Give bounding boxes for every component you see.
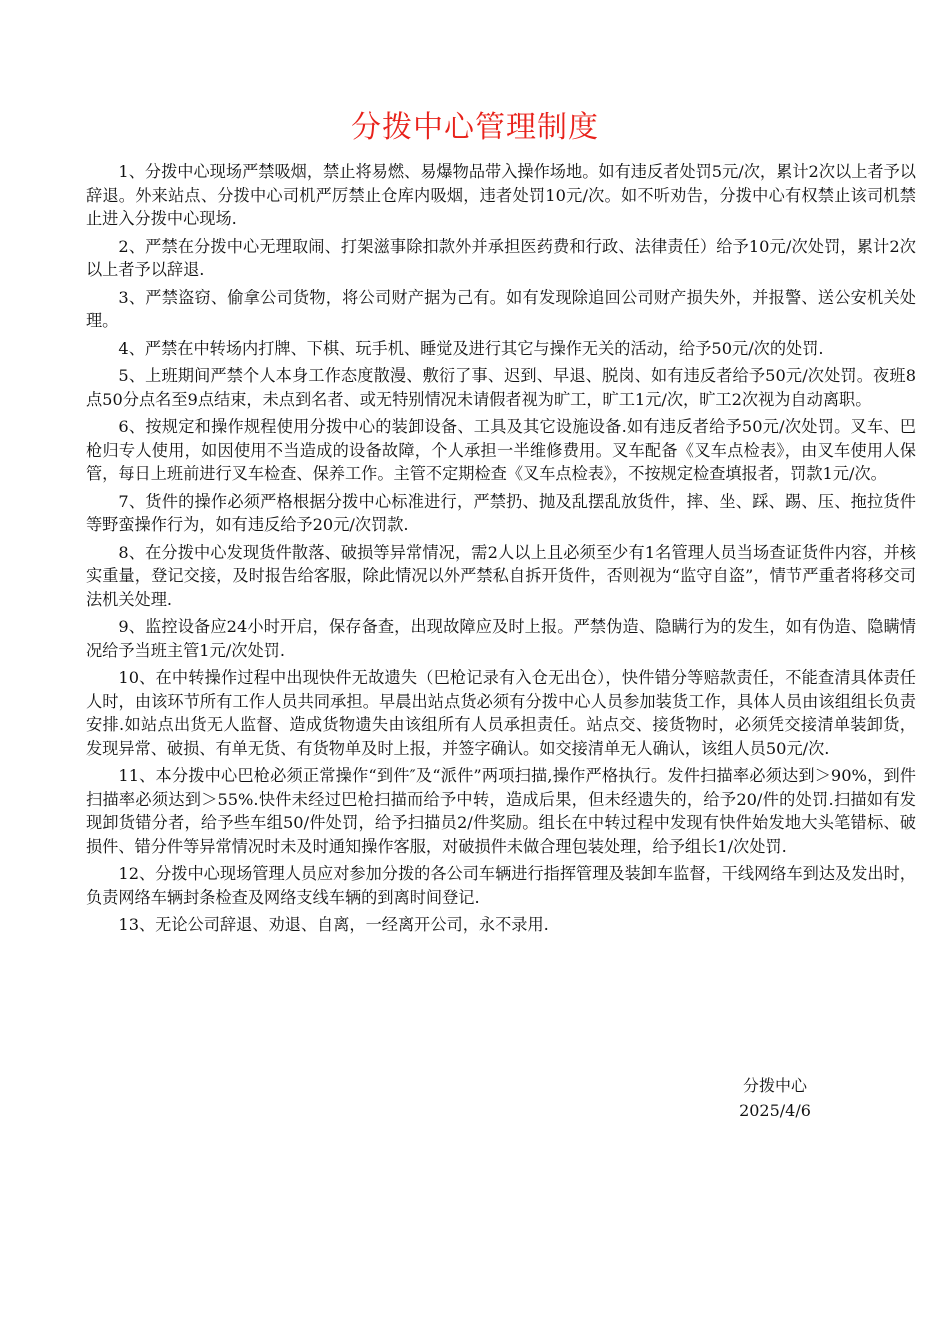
rule-paragraph-12: 12、分拨中心现场管理人员应对参加分拨的各公司车辆进行指挥管理及装卸车监督，干线网络车到达及发出时，负责网络车辆封条检查及网络支线车辆的到离时间登记.	[86, 864, 916, 907]
signature-date: 2025/4/6	[739, 1101, 811, 1120]
rule-paragraph-8: 8、在分拨中心发现货件散落、破损等异常情况，需2人以上且必须至少有1名管理人员当场查证货件内容，并核实重量，登记交接，及时报告给客服，除此情况以外严禁私自拆开货件，否则视为“监守自盗”，情节严重者将移交司法机关处理.	[86, 542, 916, 609]
rule-paragraph-3: 3、严禁盗窃、偷拿公司货物，将公司财产据为己有。如有发现除追回公司财产损失外，并报警、送公安机关处理。	[86, 287, 916, 330]
rule-paragraph-13: 13、无论公司辞退、劝退、自离，一经离开公司，永不录用.	[118, 915, 549, 934]
rule-paragraph-11: 11、本分拨中心巴枪必须正常操作“到件″及“派件”两项扫描,操作严格执行。发件扫描率必须达到＞90%，到件扫描率必须达到＞55%.快件未经过巴枪扫描而给予中转，造成后果，但未经遗失的，给予20/件的处罚.扫描如有发现卸货错分者，给予些车组50/件处罚，给予扫描员2/件奖励。组长在中转过程中发现有快件始发地大头笔错标、破损件、错分件等异常情况时未及时通知操作客服，对破损件未做合理包装处理，给予组长1/次处罚.	[86, 766, 916, 856]
rule-paragraph-1: 1、分拨中心现场严禁吸烟，禁止将易燃、易爆物品带入操作场地。如有违反者处罚5元/次，累计2次以上者予以辞退。外来站点、分拨中心司机严厉禁止仓库内吸烟，违者处罚10元/次。如不听劝告，分拨中心有权禁止该司机禁止进入分拨中心现场.	[86, 162, 916, 228]
document-title: 分拨中心管理制度	[351, 110, 599, 145]
rule-paragraph-4: 4、严禁在中转场内打牌、下棋、玩手机、睡觉及进行其它与操作无关的活动，给予50元/次的处罚.	[118, 338, 824, 358]
signature-organization: 分拨中心	[742, 1076, 807, 1095]
rule-paragraph-2: 2、严禁在分拨中心无理取闹、打架滋事除扣款外并承担医药费和行政、法律责任）给予10元/次处罚，累计2次以上者予以辞退.	[86, 236, 916, 279]
rule-paragraph-10: 10、在中转操作过程中出现快件无故遗失（巴枪记录有入仓无出仓），快件错分等赔款责任，不能查清具体责任人时，由该环节所有工作人员共同承担。早晨出站点货必须有分拨中心人员参加装货工作，具体人员由该组组长负责安排.如站点出货无人监督、造成货物遗失由该组所有人员承担责任。站点交、接货物时，必须凭交接清单装卸货，发现异常、破损、有单无货、有货物单及时上报，并签字确认。如交接清单无人确认，该组人员50元/次.	[86, 668, 916, 758]
rule-paragraph-6: 6、按规定和操作规程使用分拨中心的装卸设备、工具及其它设施设备.如有违反者给予50元/次处罚。叉车、巴枪归专人使用，如因使用不当造成的设备故障，个人承担一半维修费用。叉车配备《叉车点检表》，由叉车使用人保管，每日上班前进行叉车检查、保养工作。主管不定期检查《叉车点检表》，不按规定检查填报者，罚款1元/次。	[86, 417, 916, 483]
document-body	[86, 160, 916, 941]
rule-paragraph-9: 9、监控设备应24小时开启，保存备查，出现故障应及时上报。严禁伪造、隐瞒行为的发生，如有伪造、隐瞒情况给予当班主管1元/次处罚.	[86, 617, 916, 660]
rule-paragraph-7: 7、货件的操作必须严格根据分拨中心标准进行，严禁扔、抛及乱摆乱放货件，摔、坐、踩、踢、压、拖拉货件等野蛮操作行为，如有违反给予20元/次罚款.	[86, 491, 916, 534]
rule-paragraph-5: 5、上班期间严禁个人本身工作态度散漫、敷衍了事、迟到、早退、脱岗、如有违反者给予50元/次处罚。夜班8点50分点名至9点结束，未点到名者、或无特别情况未请假者视为旷工，旷工1元/次，旷工2次视为自动离职。	[86, 366, 916, 409]
